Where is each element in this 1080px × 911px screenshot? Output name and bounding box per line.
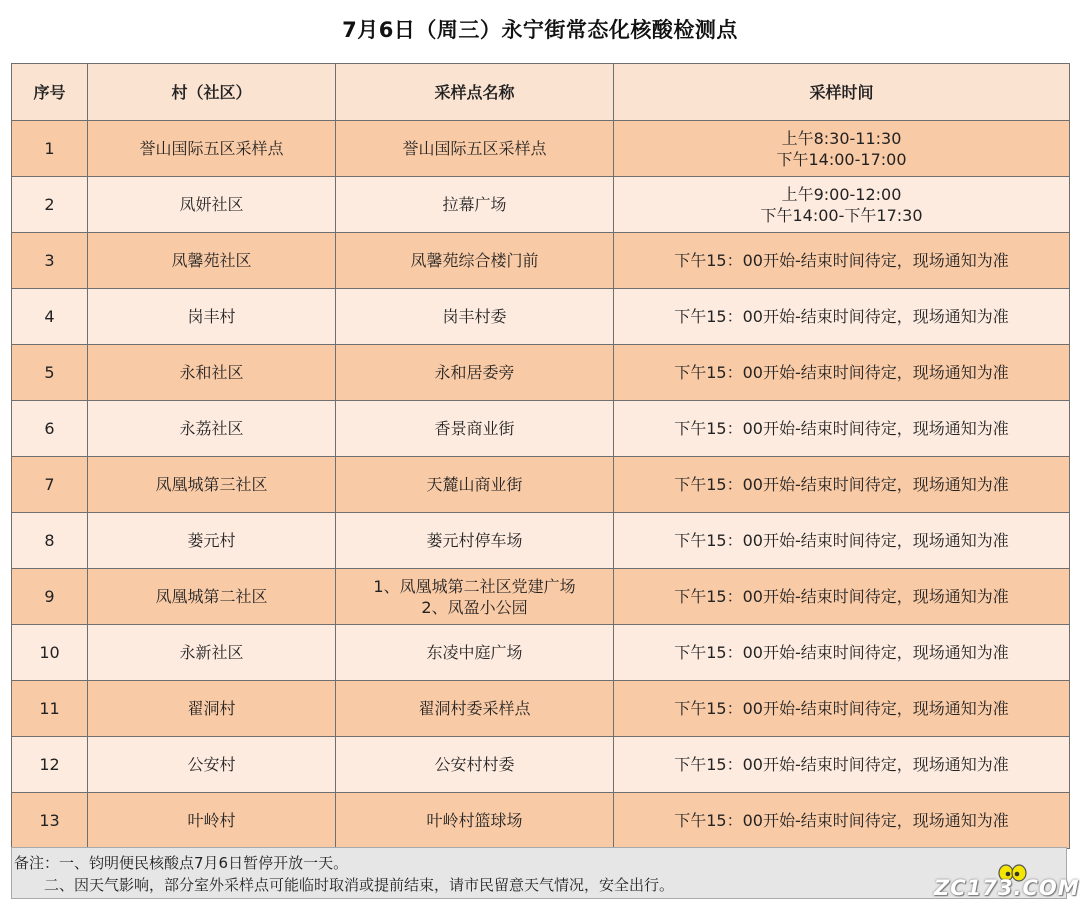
header-community: 村（社区）	[88, 64, 336, 121]
sampling-time	[614, 345, 1070, 401]
row-number: 9	[12, 569, 88, 625]
table-row	[12, 737, 1070, 793]
row-number: 12	[12, 737, 88, 793]
row-number: 7	[12, 457, 88, 513]
community-name: 永荔社区	[88, 401, 336, 457]
sampling-time	[614, 737, 1070, 793]
sampling-time	[614, 177, 1070, 233]
site-name-line: 1、凤凰城第二社区党建广场	[373, 576, 576, 596]
sampling-time-line: 下午15：00开始-结束时间待定，现场通知为准	[674, 307, 1009, 326]
site-name-line: 东凌中庭广场	[426, 643, 523, 662]
community-name: 岗丰村	[88, 289, 336, 345]
note-line-1: 备注：一、钧明便民核酸点7月6日暂停开放一天。	[14, 854, 349, 872]
sampling-time-line: 上午9:00-12:00	[781, 184, 902, 204]
sampling-time	[614, 457, 1070, 513]
community-name: 公安村	[88, 737, 336, 793]
sampling-time-line: 下午15：00开始-结束时间待定，现场通知为准	[674, 251, 1009, 270]
site-name	[336, 121, 614, 177]
testing-sites-table	[11, 63, 1070, 849]
table-row	[12, 625, 1070, 681]
site-name-line: 香景商业街	[434, 419, 515, 438]
site-name-line: 拉幕广场	[442, 195, 507, 214]
site-name-line: 岗丰村委	[442, 307, 507, 326]
table-row	[12, 345, 1070, 401]
site-name-line: 天麓山商业街	[426, 475, 523, 494]
sampling-time	[614, 289, 1070, 345]
table-row	[12, 457, 1070, 513]
sampling-time-line: 下午15：00开始-结束时间待定，现场通知为准	[674, 363, 1009, 382]
sampling-time	[614, 121, 1070, 177]
community-name: 凤凰城第三社区	[88, 457, 336, 513]
sampling-time-line: 下午15：00开始-结束时间待定，现场通知为准	[674, 643, 1009, 662]
sampling-time-line: 下午14:00-下午17:30	[760, 205, 923, 225]
site-name	[336, 513, 614, 569]
sampling-time-line: 下午15：00开始-结束时间待定，现场通知为准	[674, 531, 1009, 550]
table-header-row	[12, 64, 1070, 121]
sampling-time-line: 下午15：00开始-结束时间待定，现场通知为准	[674, 419, 1009, 438]
header-time: 采样时间	[614, 64, 1070, 121]
site-name-line: 2、凤盈小公园	[421, 597, 528, 617]
community-name: 凤妍社区	[88, 177, 336, 233]
header-site: 采样点名称	[336, 64, 614, 121]
table-body	[12, 121, 1070, 849]
site-name	[336, 233, 614, 289]
sampling-time	[614, 793, 1070, 849]
sampling-time-line: 下午15：00开始-结束时间待定，现场通知为准	[674, 587, 1009, 606]
site-name-line: 公安村村委	[434, 755, 515, 774]
watermark-logo	[928, 862, 1080, 904]
table-row	[12, 569, 1070, 625]
site-name	[336, 569, 614, 625]
site-name-line: 永和居委旁	[434, 363, 515, 382]
row-number: 13	[12, 793, 88, 849]
row-number: 8	[12, 513, 88, 569]
community-name: 叶岭村	[88, 793, 336, 849]
community-name: 凤馨苑社区	[88, 233, 336, 289]
sampling-time	[614, 625, 1070, 681]
sampling-time-line: 上午8:30-11:30	[781, 128, 902, 148]
table-row	[12, 121, 1070, 177]
sampling-time	[614, 401, 1070, 457]
sampling-time	[614, 513, 1070, 569]
row-number: 10	[12, 625, 88, 681]
site-name	[336, 457, 614, 513]
row-number: 2	[12, 177, 88, 233]
page-title: 7月6日（周三）永宁街常态化核酸检测点	[342, 18, 738, 42]
footer-notes	[11, 847, 1067, 899]
site-name-line: 叶岭村篮球场	[426, 811, 523, 830]
table-row	[12, 289, 1070, 345]
site-name	[336, 625, 614, 681]
header-no: 序号	[12, 64, 88, 121]
site-name-line: 凤馨苑综合楼门前	[410, 251, 539, 270]
table-row	[12, 793, 1070, 849]
community-name: 永新社区	[88, 625, 336, 681]
table-row	[12, 233, 1070, 289]
table-row	[12, 401, 1070, 457]
community-name: 蒌元村	[88, 513, 336, 569]
community-name: 永和社区	[88, 345, 336, 401]
sampling-time-line: 下午15：00开始-结束时间待定，现场通知为准	[674, 475, 1009, 494]
site-name-line: 翟洞村委采样点	[418, 699, 531, 718]
watermark-text: ZC173.COM	[934, 876, 1080, 900]
sampling-time-line: 下午14:00-17:00	[776, 149, 907, 169]
note-line-2: 二、因天气影响，部分室外采样点可能临时取消或提前结束，请市民留意天气情况，安全出行。	[44, 876, 675, 894]
sampling-time-line: 下午15：00开始-结束时间待定，现场通知为准	[674, 755, 1009, 774]
row-number: 3	[12, 233, 88, 289]
site-name	[336, 345, 614, 401]
table-row	[12, 513, 1070, 569]
row-number: 5	[12, 345, 88, 401]
site-name	[336, 793, 614, 849]
row-number: 1	[12, 121, 88, 177]
community-name: 翟洞村	[88, 681, 336, 737]
row-number: 6	[12, 401, 88, 457]
sampling-time-line: 下午15：00开始-结束时间待定，现场通知为准	[674, 699, 1009, 718]
site-name-line: 蒌元村停车场	[426, 531, 523, 550]
sampling-time	[614, 233, 1070, 289]
site-name-line: 誉山国际五区采样点	[402, 139, 547, 158]
row-number: 11	[12, 681, 88, 737]
site-name	[336, 401, 614, 457]
sampling-time	[614, 569, 1070, 625]
site-name	[336, 737, 614, 793]
table-row	[12, 681, 1070, 737]
site-name	[336, 289, 614, 345]
community-name: 凤凰城第二社区	[88, 569, 336, 625]
table-row	[12, 177, 1070, 233]
site-name	[336, 177, 614, 233]
site-name	[336, 681, 614, 737]
sampling-time	[614, 681, 1070, 737]
row-number: 4	[12, 289, 88, 345]
sampling-time-line: 下午15：00开始-结束时间待定，现场通知为准	[674, 811, 1009, 830]
community-name: 誉山国际五区采样点	[88, 121, 336, 177]
